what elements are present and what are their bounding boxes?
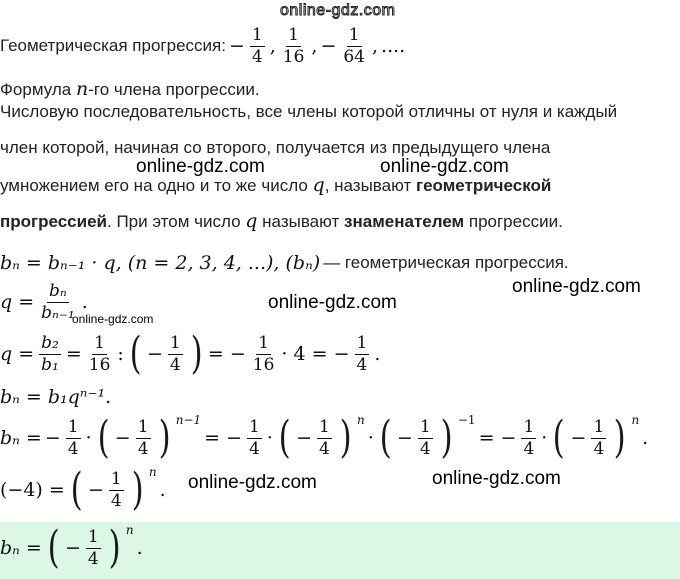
term-2-num: 1 [288, 25, 299, 45]
term-1-den: 4 [251, 46, 263, 67]
formula-answer: bₙ = ( − $\frac{1}{4}$ ) $^n$ . [0, 522, 143, 573]
definition-line-3-b: , называют [324, 176, 412, 195]
exp-frac-f [521, 418, 536, 458]
term-1-fraction [250, 26, 265, 66]
calc-lhs: q = [0, 343, 35, 365]
exp-frac-c-den: 4 [249, 438, 260, 459]
definition-line-2: член которой, начиная со второго, получается из предыдущего члена [0, 138, 551, 157]
exp-frac-e-num: 1 [419, 416, 431, 437]
intro-tail: .... [381, 35, 406, 58]
formula-equation: (−4) = ( − $\frac{1}{4}$ ) $^n$ . [0, 464, 166, 515]
calc-frac-5-den: 4 [356, 354, 368, 375]
exp-frac-c [247, 418, 262, 458]
calc-frac-1-den: b₁ [41, 354, 59, 375]
exp-lhs: bₙ = [0, 427, 42, 449]
term-1-num: 1 [251, 25, 263, 45]
definition-term-geometric: геометрической [416, 176, 552, 195]
exp-power-1: n−1 [175, 413, 202, 427]
term-3-num: 1 [348, 25, 360, 45]
exp-frac-a-den: 4 [67, 438, 79, 459]
exp-power-3: −1 [457, 413, 476, 427]
calc-frac-4-den: 16 [252, 354, 275, 375]
definition-line-4-c: прогрессии. [468, 212, 563, 231]
exp-frac-f-num: 1 [523, 416, 535, 437]
watermark-4: online-gdz.com [512, 276, 641, 297]
equation-frac [109, 470, 124, 510]
equation-frac-den: 4 [110, 490, 122, 511]
exp-frac-b [136, 418, 151, 458]
exp-frac-a-num: 1 [67, 416, 79, 437]
calc-frac-4-num: 1 [258, 332, 270, 353]
calc-mul: · 4 = − [281, 343, 350, 365]
calc-colon: : [117, 343, 124, 365]
exp-frac-a [66, 418, 81, 458]
calc-frac-1 [39, 334, 61, 374]
formula-heading-var: n [75, 78, 89, 100]
term-1-sign: − [228, 35, 245, 58]
calc-frac-5 [355, 334, 370, 374]
exp-frac-g-num: 1 [593, 416, 605, 437]
calc-frac-2-den: 16 [88, 354, 111, 375]
calc-frac-2 [87, 334, 113, 374]
calc-frac-5-num: 1 [356, 332, 368, 353]
calc-frac-4 [251, 334, 277, 374]
term-2-fraction [281, 26, 307, 66]
watermark-1: online-gdz.com [136, 156, 265, 177]
answer-power: n [125, 523, 134, 537]
exp-frac-g-den: 4 [593, 438, 605, 459]
exp-frac-e-den: 4 [419, 438, 431, 459]
definition-line-4 [0, 210, 563, 232]
exp-frac-e [418, 418, 433, 458]
intro-line: Геометрическая прогрессия: − $\frac{1}{4}$ , $\frac{1}{16}$ , − $\frac{1}{64}$ , .... [0, 25, 406, 67]
definition-line-1: Числовую последовательность, все члены которой отличны от нуля и каждый [0, 102, 618, 121]
formula-ratio-end: . [81, 291, 88, 314]
definition-line-4-a: . При этом число [107, 212, 241, 231]
definition-line-3-a: умножением его на одно и то же число [0, 176, 308, 195]
watermark-top: online-gdz.com [280, 2, 396, 19]
definition-term-progression: прогрессией [0, 212, 107, 231]
definition-term-ratio: знаменателем [344, 212, 465, 231]
definition-line-4-b: называют [262, 212, 340, 231]
watermark-small: online-gdz.com [72, 312, 154, 326]
exp-frac-d-num: 1 [319, 416, 330, 437]
definition-q-1: q [312, 174, 325, 196]
watermark-2: online-gdz.com [380, 156, 509, 177]
exp-power-4: n [631, 413, 640, 427]
calc-frac-3-den: 4 [169, 354, 181, 375]
formula-ratio-lhs: q = [0, 291, 35, 314]
answer-lhs: bₙ = [0, 537, 42, 559]
term-3-den: 64 [343, 46, 365, 67]
calc-frac-1-num: b₂ [41, 332, 59, 353]
formula-ratio-den: bₙ₋₁ [41, 302, 75, 323]
formula-heading [0, 78, 260, 100]
term-2-den: 16 [282, 46, 305, 67]
exp-frac-c-num: 1 [249, 416, 260, 437]
exp-frac-d [317, 418, 332, 458]
watermark-3: online-gdz.com [268, 292, 397, 313]
formula-nth-expanded: bₙ = − $\frac{1}{4}$ · ( − $\frac{1}{4}$ ) $^{n-1}$ = − $\frac{1}{4}$ · ( − $\frac{1}{4}$ ) $^n$ · ( − $\frac{1}{4}$ ) $^{-1}$ = − $\frac{1}{4}$ · ( − $\frac{1}{4}$ ) $^n$ . [0, 412, 649, 463]
formula-recurrence-text: — геометрическая прогрессия. [323, 253, 569, 272]
calc-eq: = [65, 343, 82, 365]
answer-frac-den: 4 [87, 548, 99, 569]
equation-power: n [148, 465, 157, 479]
formula-ratio-num: bₙ [49, 281, 67, 301]
equation-frac-num: 1 [110, 468, 122, 489]
definition-q-2: q [245, 210, 258, 232]
formula-nth-term: bₙ = b₁qⁿ⁻¹. [0, 386, 112, 408]
watermark-6: online-gdz.com [432, 468, 561, 489]
answer-frac-num: 1 [87, 526, 99, 547]
exp-power-2: n [357, 413, 365, 427]
term-3-fraction [341, 26, 367, 66]
exp-frac-b-den: 4 [137, 438, 149, 459]
term-3-sign: − [320, 35, 337, 58]
formula-heading-post: -го члена прогрессии. [88, 80, 260, 99]
answer-frac [86, 528, 101, 568]
exp-frac-f-den: 4 [523, 438, 535, 459]
formula-ratio-calc: q = $\frac{\text{b₂}}{\text{b₁}}$ = $\frac{1}{16}$ : ( − $\frac{1}{4}$ ) = − $\frac{1}{16}$ · 4 = − $\frac{1}{4}$ . [0, 328, 381, 379]
formula-recurrence-math: bₙ = bₙ₋₁ · q, (n = 2, 3, 4, ...), (bₙ) [0, 252, 321, 274]
intro-label: Геометрическая прогрессия: [0, 36, 226, 56]
watermark-5: online-gdz.com [188, 472, 317, 493]
calc-frac-3-num: 1 [169, 332, 181, 353]
calc-frac-2-num: 1 [94, 332, 105, 353]
formula-heading-pre: Формула [0, 80, 72, 99]
exp-frac-b-num: 1 [137, 416, 149, 437]
exp-frac-g [591, 418, 606, 458]
exp-frac-d-den: 4 [319, 438, 330, 459]
equation-lhs: (−4) = [0, 479, 65, 501]
calc-frac-3 [168, 334, 183, 374]
formula-recurrence [0, 252, 569, 274]
